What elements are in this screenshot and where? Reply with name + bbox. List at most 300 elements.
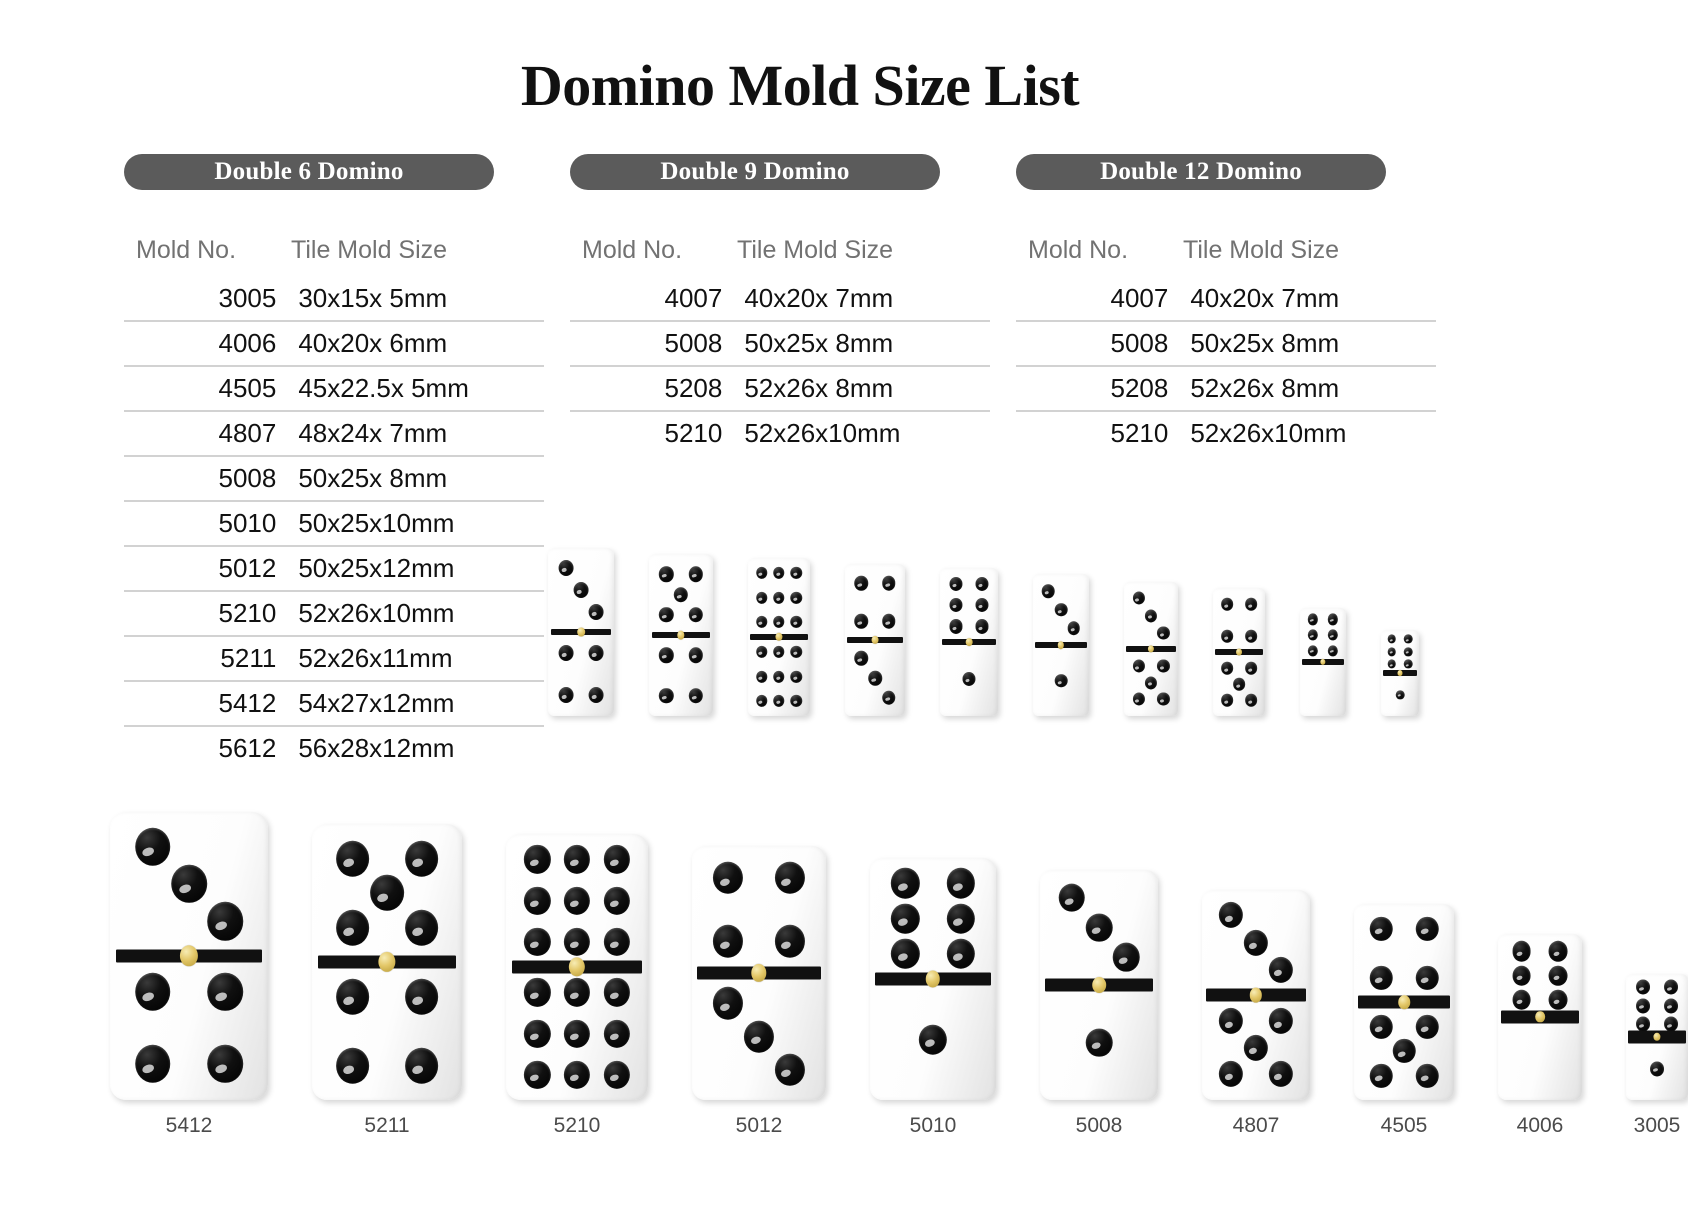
table-row (124, 502, 544, 547)
domino-pip (891, 868, 919, 899)
domino-pip (689, 647, 703, 663)
domino-pip (1512, 965, 1531, 985)
domino-pip (659, 688, 673, 704)
domino-tile (870, 858, 996, 1137)
cell-size: 40x20x 7mm (744, 283, 894, 313)
domino-pip (135, 1045, 171, 1083)
cell-size: 52x26x10mm (1190, 418, 1347, 448)
table-row (124, 277, 544, 322)
domino-pip (1664, 998, 1678, 1013)
domino-spinner-pin (1398, 670, 1403, 676)
domino-tile (1300, 608, 1346, 716)
domino-pip (1404, 647, 1413, 656)
domino-pip (689, 688, 703, 704)
domino-pip (891, 903, 919, 934)
table-row (570, 277, 990, 322)
domino-pip (1055, 603, 1068, 617)
domino-pip (370, 875, 404, 911)
table-rows-double-6 (124, 277, 544, 770)
domino-half-bottom (1040, 985, 1158, 1100)
domino-half-bottom (506, 967, 648, 1100)
domino-face (1202, 890, 1310, 1100)
domino-half-bottom (1124, 649, 1178, 716)
domino-face (548, 548, 614, 716)
domino-pip (1244, 1034, 1268, 1060)
domino-half-top (1040, 870, 1158, 985)
domino-pip (775, 861, 805, 894)
domino-pip (1221, 598, 1233, 611)
domino-spinner-pin (1058, 641, 1064, 649)
cell-size: 50x25x 8mm (1190, 328, 1340, 358)
column-headers-double-9 (570, 236, 990, 265)
domino-pip (1416, 916, 1439, 940)
table-row (1016, 412, 1436, 455)
cell-mold-no: 3005 (218, 283, 277, 313)
domino-pip (1512, 941, 1531, 961)
cell-size: 40x20x 6mm (298, 328, 448, 358)
page-title: Domino Mold Size List (520, 53, 1080, 118)
table-heading-double-6: Double 6 Domino (124, 154, 494, 190)
domino-pip (1549, 941, 1568, 961)
domino-pip (604, 1019, 630, 1047)
domino-pip (1086, 1028, 1113, 1057)
domino-pip (1370, 1063, 1393, 1087)
domino-pip (1308, 645, 1318, 656)
column-header-mold-no: Mold No. (582, 236, 683, 264)
cell-mold-no: 5008 (664, 328, 723, 358)
domino-half-bottom (110, 956, 268, 1100)
cell-size: 45x22.5x 5mm (298, 373, 469, 403)
domino-mold-label: 5211 (364, 1114, 410, 1137)
domino-pip (1393, 1039, 1416, 1063)
domino-face (1124, 582, 1178, 716)
domino-pip (713, 925, 743, 958)
domino-face (845, 564, 905, 716)
domino-pip (975, 619, 988, 633)
domino-pip (405, 978, 439, 1014)
domino-tile (1033, 574, 1089, 716)
domino-tile (312, 824, 462, 1137)
column-header-tile-mold-size: Tile Mold Size (737, 236, 894, 264)
domino-pip (868, 671, 882, 686)
domino-pip (882, 576, 896, 591)
cell-mold-no: 5210 (218, 598, 277, 628)
cell-size: 56x28x12mm (298, 733, 455, 763)
domino-face (1213, 588, 1265, 716)
domino-pip (1269, 1008, 1293, 1034)
domino-pip (589, 687, 604, 703)
cell-size: 40x20x 7mm (1190, 283, 1340, 313)
domino-pip (1042, 584, 1055, 598)
domino-half-bottom (1498, 1017, 1582, 1100)
domino-pip (791, 567, 802, 579)
domino-pip (713, 861, 743, 894)
domino-pip (558, 645, 573, 661)
domino-pip (947, 868, 975, 899)
domino-pip (524, 1061, 550, 1089)
table-heading-double-12: Double 12 Domino (1016, 154, 1386, 190)
domino-half-bottom (748, 637, 810, 716)
domino-half-bottom (1033, 645, 1089, 716)
domino-pip (1416, 965, 1439, 989)
domino-pip (791, 646, 802, 658)
domino-half-bottom (870, 979, 996, 1100)
cell-mold-no: 5008 (1110, 328, 1169, 358)
domino-pip (773, 646, 784, 658)
domino-pip (950, 576, 963, 590)
domino-pip (1055, 674, 1068, 688)
domino-face (110, 812, 268, 1100)
domino-half-top (1124, 582, 1178, 649)
cell-mold-no: 4007 (664, 283, 723, 313)
domino-pip (947, 903, 975, 934)
domino-sample-row-small (548, 536, 1548, 716)
cell-size: 52x26x 8mm (1190, 373, 1340, 403)
domino-pip (1396, 690, 1405, 699)
domino-pip (564, 928, 590, 956)
cell-size: 52x26x10mm (298, 598, 455, 628)
domino-pip (1512, 989, 1531, 1009)
domino-half-bottom (692, 973, 826, 1100)
table-row (124, 457, 544, 502)
domino-face (506, 834, 648, 1100)
domino-pip (756, 646, 767, 658)
cell-mold-no: 5008 (218, 463, 277, 493)
domino-pip (773, 695, 784, 707)
domino-pip (1328, 614, 1338, 625)
domino-half-bottom (649, 635, 713, 716)
table-row (1016, 277, 1436, 322)
domino-spinner-pin (1250, 988, 1262, 1003)
domino-pip (1145, 609, 1157, 622)
table-row (124, 682, 544, 727)
domino-tile (845, 564, 905, 716)
domino-half-top (548, 548, 614, 632)
domino-tile (1124, 582, 1178, 716)
table-row (124, 547, 544, 592)
cell-mold-no: 4807 (218, 418, 277, 448)
cell-size: 52x26x 8mm (744, 373, 894, 403)
table-row (124, 322, 544, 367)
domino-pip (1221, 630, 1233, 643)
table-row (124, 592, 544, 637)
domino-pip (962, 672, 975, 686)
domino-spinner-pin (677, 631, 684, 640)
domino-half-top (1202, 890, 1310, 995)
table-row (570, 412, 990, 455)
domino-pip (689, 566, 703, 582)
domino-pip (1549, 965, 1568, 985)
table-double-6 (124, 154, 544, 770)
domino-pip (919, 1024, 947, 1055)
domino-pip (756, 591, 767, 603)
domino-pip (1370, 1014, 1393, 1038)
domino-pip (1244, 929, 1268, 955)
domino-pip (564, 1061, 590, 1089)
domino-pip (791, 591, 802, 603)
cell-size: 52x26x10mm (744, 418, 901, 448)
domino-pip (689, 607, 703, 623)
domino-spinner-pin (1398, 995, 1410, 1009)
domino-pip (1113, 943, 1140, 972)
domino-tile (548, 548, 614, 716)
domino-pip (135, 827, 171, 865)
domino-pip (1086, 913, 1113, 942)
domino-pip (1370, 916, 1393, 940)
domino-half-top (692, 846, 826, 973)
cell-mold-no: 4505 (218, 373, 277, 403)
domino-half-top (1381, 630, 1419, 673)
domino-mold-label: 5012 (735, 1114, 783, 1137)
table-rows-double-9 (570, 277, 990, 455)
domino-pip (589, 604, 604, 620)
domino-pip (564, 1019, 590, 1047)
domino-pip (947, 938, 975, 969)
domino-pip (336, 909, 370, 945)
table-rows-double-12 (1016, 277, 1436, 455)
domino-pip (773, 616, 784, 628)
domino-half-bottom (1381, 673, 1419, 716)
domino-pip (744, 1020, 774, 1053)
domino-spinner-pin (1236, 648, 1242, 655)
domino-half-bottom (940, 642, 998, 716)
domino-pip (524, 845, 550, 873)
domino-pip (1133, 592, 1145, 605)
domino-pip (1245, 662, 1257, 675)
domino-pip (336, 978, 370, 1014)
domino-tile (1381, 630, 1419, 716)
cell-mold-no: 5210 (1110, 418, 1169, 448)
cell-mold-no: 5010 (218, 508, 277, 538)
domino-pip (975, 598, 988, 612)
domino-pip (1269, 957, 1293, 983)
domino-pip (975, 576, 988, 590)
table-heading-double-9: Double 9 Domino (570, 154, 940, 190)
domino-half-top (1498, 934, 1582, 1017)
domino-mold-label: 5010 (909, 1114, 957, 1137)
domino-pip (773, 670, 784, 682)
domino-spinner-pin (1092, 977, 1106, 993)
domino-pip (524, 928, 550, 956)
domino-face (1040, 870, 1158, 1100)
domino-pip (336, 840, 370, 876)
domino-pip (1636, 998, 1650, 1013)
domino-pip (1157, 626, 1169, 639)
domino-pip (756, 567, 767, 579)
cell-mold-no: 5012 (218, 553, 277, 583)
domino-face (692, 846, 826, 1100)
domino-pip (854, 576, 868, 591)
domino-pip (1219, 1061, 1243, 1087)
domino-pip (208, 902, 244, 940)
domino-tile (1202, 890, 1310, 1137)
domino-face (1498, 934, 1582, 1100)
cell-size: 54x27x12mm (298, 688, 455, 718)
domino-pip (558, 560, 573, 576)
domino-spinner-pin (966, 638, 973, 646)
domino-half-bottom (1626, 1037, 1688, 1100)
domino-pip (1664, 1016, 1678, 1031)
domino-pip (208, 973, 244, 1011)
domino-half-top (312, 824, 462, 962)
domino-pip (1221, 662, 1233, 675)
domino-half-bottom (1354, 1002, 1454, 1100)
column-headers-double-6 (124, 236, 544, 265)
domino-pip (775, 925, 805, 958)
domino-half-top (748, 558, 810, 637)
domino-pip (773, 567, 784, 579)
domino-pip (1404, 634, 1413, 643)
domino-face (748, 558, 810, 716)
domino-half-top (870, 858, 996, 979)
cell-mold-no: 4007 (1110, 283, 1169, 313)
domino-tile (1498, 934, 1582, 1137)
domino-pip (791, 670, 802, 682)
domino-pip (775, 1053, 805, 1086)
domino-pip (1370, 965, 1393, 989)
domino-pip (756, 695, 767, 707)
domino-pip (891, 938, 919, 969)
cell-size: 30x15x 5mm (298, 283, 448, 313)
domino-half-top (1626, 974, 1688, 1037)
domino-pip (589, 645, 604, 661)
domino-half-top (110, 812, 268, 956)
cell-size: 52x26x11mm (298, 643, 453, 673)
table-row (124, 637, 544, 682)
cell-size: 50x25x 8mm (744, 328, 894, 358)
cell-size: 48x24x 7mm (298, 418, 448, 448)
domino-half-top (845, 564, 905, 640)
domino-sample-row-large (110, 800, 1681, 1137)
domino-pip (524, 978, 550, 1006)
domino-pip (659, 647, 673, 663)
domino-tile (1354, 904, 1454, 1137)
domino-pip (1157, 659, 1169, 672)
domino-half-top (940, 568, 998, 642)
domino-pip (1219, 1008, 1243, 1034)
domino-pip (558, 687, 573, 703)
domino-mold-label: 4006 (1516, 1114, 1564, 1137)
domino-pip (1133, 659, 1145, 672)
domino-pip (524, 886, 550, 914)
domino-face (312, 824, 462, 1100)
domino-tile (506, 834, 648, 1137)
domino-half-top (506, 834, 648, 967)
domino-pip (1650, 1061, 1664, 1076)
domino-pip (564, 845, 590, 873)
domino-pip (405, 909, 439, 945)
table-row (570, 322, 990, 367)
domino-pip (604, 978, 630, 1006)
column-headers-double-12 (1016, 236, 1436, 265)
domino-half-bottom (312, 962, 462, 1100)
domino-pip (1269, 1061, 1293, 1087)
domino-half-top (1033, 574, 1089, 645)
domino-pip (604, 845, 630, 873)
domino-mold-label: 5008 (1075, 1114, 1123, 1137)
table-row (570, 367, 990, 412)
domino-pip (854, 651, 868, 666)
domino-tile (1213, 588, 1265, 716)
domino-half-top (1213, 588, 1265, 652)
domino-face (1033, 574, 1089, 716)
domino-half-top (1354, 904, 1454, 1002)
domino-half-bottom (1300, 662, 1346, 716)
domino-pip (659, 607, 673, 623)
domino-half-bottom (548, 632, 614, 716)
domino-spinner-pin (577, 628, 585, 637)
domino-pip (574, 582, 589, 598)
domino-tile (649, 554, 713, 716)
domino-pip (1328, 629, 1338, 640)
domino-face (1626, 974, 1688, 1100)
cell-size: 50x25x12mm (298, 553, 455, 583)
domino-pip (1308, 629, 1318, 640)
domino-pip (791, 616, 802, 628)
domino-pip (674, 587, 688, 603)
domino-pip (208, 1045, 244, 1083)
domino-pip (756, 616, 767, 628)
domino-face (1300, 608, 1346, 716)
domino-pip (773, 591, 784, 603)
domino-pip (1404, 659, 1413, 668)
cell-mold-no: 5210 (664, 418, 723, 448)
domino-pip (1636, 980, 1650, 995)
domino-pip (1636, 1016, 1650, 1031)
domino-pip (713, 987, 743, 1020)
domino-pip (604, 886, 630, 914)
domino-face (940, 568, 998, 716)
column-header-tile-mold-size: Tile Mold Size (1183, 236, 1340, 264)
table-row (1016, 367, 1436, 412)
cell-mold-no: 5612 (218, 733, 277, 763)
domino-pip (1059, 883, 1086, 912)
domino-pip (1145, 676, 1157, 689)
domino-pip (1233, 678, 1245, 691)
domino-pip (564, 886, 590, 914)
domino-mold-label: 5412 (165, 1114, 213, 1137)
domino-pip (1416, 1014, 1439, 1038)
cell-size: 50x25x10mm (298, 508, 455, 538)
domino-mold-label: 4807 (1232, 1114, 1280, 1137)
domino-pip (1416, 1063, 1439, 1087)
domino-pip (1387, 634, 1396, 643)
domino-face (1381, 630, 1419, 716)
domino-pip (791, 695, 802, 707)
domino-half-bottom (1202, 995, 1310, 1100)
domino-mold-label: 3005 (1633, 1114, 1681, 1137)
domino-pip (1245, 694, 1257, 707)
domino-pip (1221, 694, 1233, 707)
domino-pip (950, 619, 963, 633)
domino-half-bottom (1213, 652, 1265, 716)
domino-pip (1387, 647, 1396, 656)
cell-mold-no: 5208 (1110, 373, 1169, 403)
domino-pip (1387, 659, 1396, 668)
domino-pip (1245, 630, 1257, 643)
domino-pip (1068, 621, 1081, 635)
domino-pip (405, 840, 439, 876)
domino-tile (748, 558, 810, 716)
cell-mold-no: 5211 (220, 643, 277, 673)
domino-face (649, 554, 713, 716)
table-row (124, 727, 544, 770)
domino-pip (604, 928, 630, 956)
domino-pip (1219, 902, 1243, 928)
domino-tile (110, 812, 268, 1137)
domino-pip (1664, 980, 1678, 995)
column-header-mold-no: Mold No. (136, 236, 237, 264)
